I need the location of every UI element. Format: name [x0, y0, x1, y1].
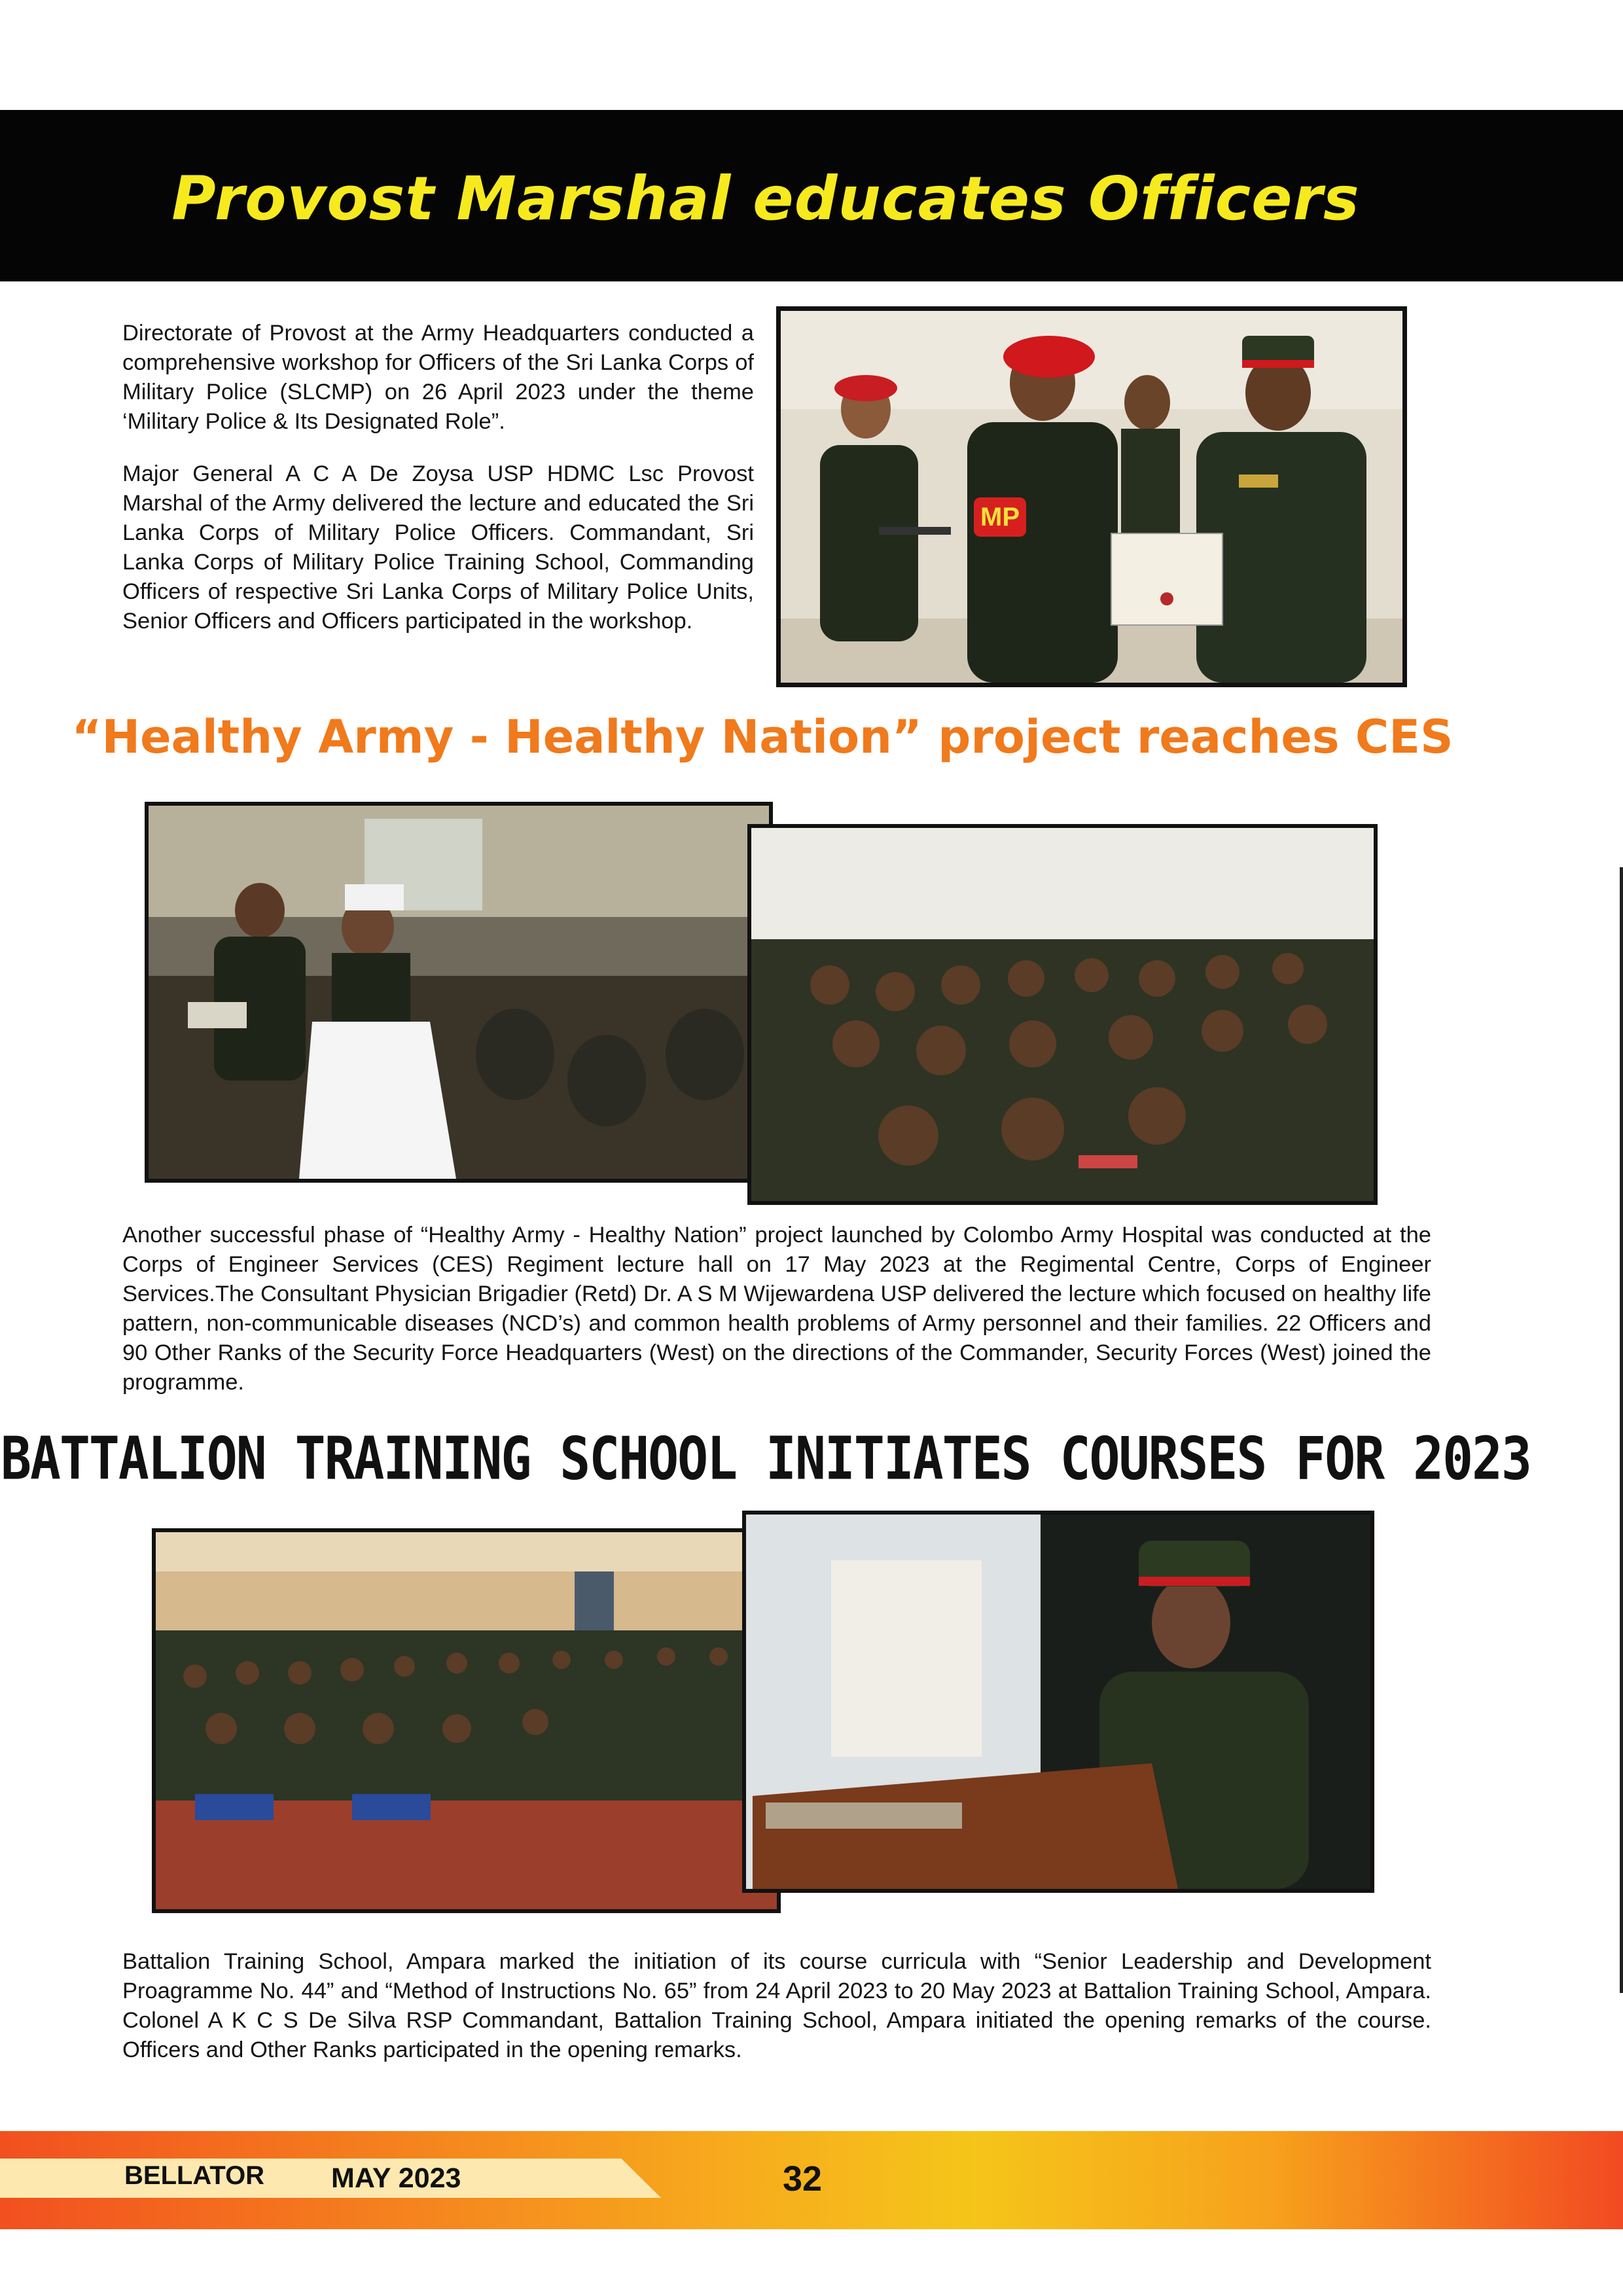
mp-armband-text: MP [980, 503, 1020, 531]
photo-nurse-lecture-hall-image [149, 806, 769, 1179]
photo-nurse-lecture-hall [145, 802, 773, 1183]
photo-seated-soldiers-image [751, 828, 1374, 1201]
page-edge-line [1620, 867, 1623, 1993]
section1-paragraph-1: Directorate of Provost at the Army Headquarters conducted a comprehensive workshop for Officers of the Sri Lanka Corps of Military Police (SLCMP) on 26 April 2023 under the theme ‘Military Police & Its Designated Role”. [122, 321, 754, 434]
photo-auditorium [152, 1528, 781, 1913]
issue-date: MAY 2023 [331, 2162, 461, 2194]
footer-bar [0, 2131, 1623, 2229]
photo-certificate-presentation-image [781, 311, 1402, 683]
footer-label-band [0, 2159, 661, 2198]
section3-paragraph: Battalion Training School, Ampara marked the initiation of its course curricula with “Senior Leadership and Development Proagramme No. 44” and “Method of Instructions No. 65” from 24 April 2023 to 20 May 2023 at Battalion Training School, Ampara. Colonel A K C S De Silva RSP Commandant, Battalion Training School, Ampara initiated the opening remarks of the course. Officers and Other Ranks participated in the opening remarks. [122, 1949, 1431, 2062]
magazine-name: BELLATOR [124, 2161, 265, 2190]
section2-paragraph: Another successful phase of “Healthy Army - Healthy Nation” project launched by Colombo Army Hospital was conducted at the Corps of Engineer Services (CES) Regiment lecture hall on 17 May 2023 at the Regimental Centre, Corps of Engineer Services.The Consultant Physician Brigadier (Retd) Dr. A S M Wijewardena USP delivered the lecture which focused on healthy life pattern, non-communicable diseases (NCD’s) and common health problems of Army personnel and their families. 22 Officers and 90 Other Ranks of the Security Force Headquarters (West) on the directions of the Commander, Security Forces (West) joined the programme. [122, 1223, 1431, 1395]
section1-title: Provost Marshal educates Officers [171, 164, 1360, 234]
photo-speaker-podium [742, 1511, 1374, 1893]
title-banner [0, 110, 1623, 281]
section1-paragraph-2: Major General A C A De Zoysa USP HDMC Lsc Provost Marshal of the Army delivered the lecture and educated the Sri Lanka Corps of Military Police Officers. Commandant, Sri Lanka Corps of Military Police Training School, Commanding Officers of respective Sri Lanka Corps of Military Police Units, Senior Officers and Officers participated in the workshop. [122, 461, 754, 634]
section3-title: BATTALION TRAINING SCHOOL INITIATES COURSES FOR 2023 [1, 1426, 1531, 1494]
photo-speaker-podium-image [746, 1515, 1370, 1889]
photo-seated-soldiers [747, 824, 1378, 1205]
section2-title: “Healthy Army - Healthy Nation” project reaches CES [71, 710, 1454, 764]
photo-certificate-presentation [776, 306, 1407, 687]
page-number: 32 [783, 2159, 823, 2198]
photo-auditorium-image [156, 1532, 777, 1909]
